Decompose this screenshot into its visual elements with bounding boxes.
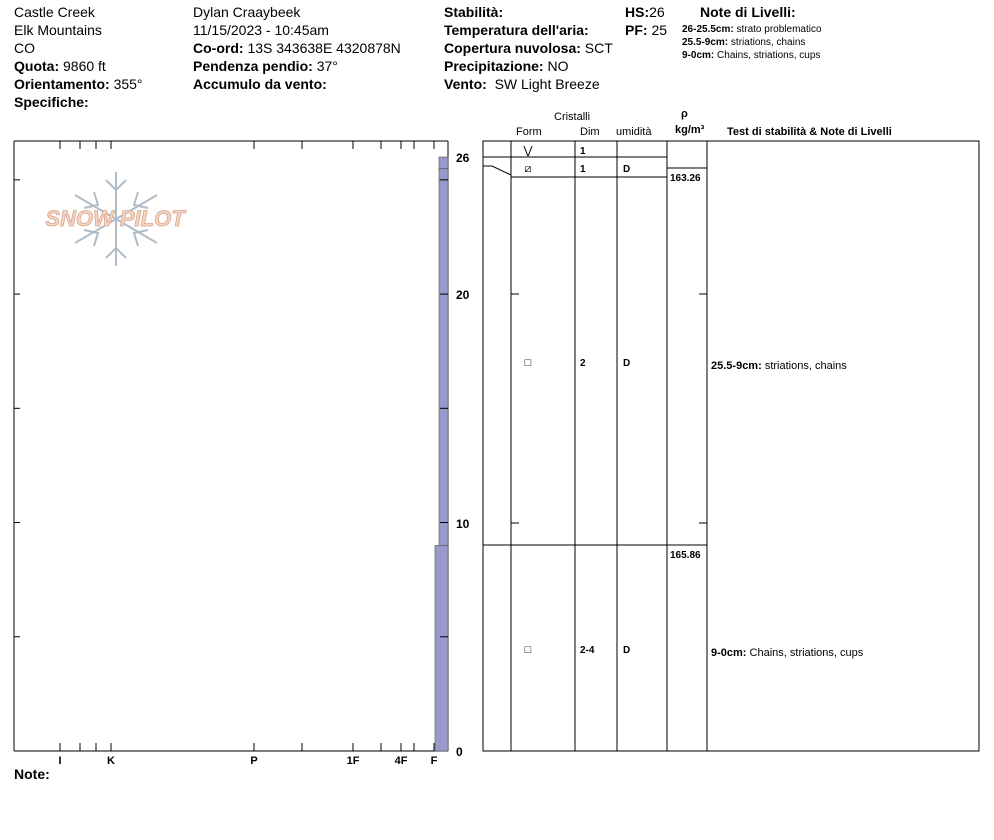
elevation-value: 9860 ft <box>63 58 106 74</box>
layer-2-form-icon: ⧄ <box>524 163 532 175</box>
snowpilot-logo <box>45 172 186 266</box>
wind-loading-label: Accumulo da vento: <box>193 76 327 92</box>
precip-value: NO <box>547 58 569 74</box>
coord-value: 13S 343638E 4320878N <box>247 40 401 56</box>
sky-label: Copertura nuvolosa: <box>444 40 581 56</box>
precip-label: Precipitazione: <box>444 58 544 74</box>
layer-3-form-icon: □ <box>524 357 532 369</box>
location-name: Castle Creek <box>14 4 95 20</box>
density-unit-header: kg/m³ <box>675 124 705 136</box>
hardness-label-4F: 4F <box>394 755 408 767</box>
crystals-header: Cristalli <box>554 111 591 123</box>
sky-value: SCT <box>584 40 613 56</box>
size-header: Dim <box>580 126 600 138</box>
notes-label: Note: <box>14 766 50 782</box>
pf-value: 25 <box>651 22 668 38</box>
density-rho-symbol: ρ <box>681 108 688 120</box>
layer-table-frame <box>483 141 979 751</box>
wind-label: Vento: <box>444 76 487 92</box>
snowpilot-logo-text: SNOW PILOT <box>45 206 185 231</box>
layer-1-form-icon: ⋁ <box>523 145 533 157</box>
form-header: Form <box>516 126 542 138</box>
depth-label-10: 10 <box>456 517 470 531</box>
air-temp-label: Temperatura dell'aria: <box>444 22 589 38</box>
depth-axis-ticks <box>14 180 448 637</box>
layer-4-size: 2-4 <box>580 645 595 656</box>
tests-notes-header: Test di stabilità & Note di Livelli <box>727 126 892 138</box>
hardness-label-K: K <box>107 755 115 767</box>
layer-note-2: 25.5-9cm: striations, chains <box>682 37 806 48</box>
layer-1-size: 1 <box>580 146 586 157</box>
layer-note-1: 26-25.5cm: strato problematico <box>682 24 822 35</box>
layer-4-moisture: D <box>623 645 631 656</box>
depth-label-26: 26 <box>456 151 470 165</box>
aspect-label: Orientamento: <box>14 76 110 92</box>
wind-value: SW Light Breeze <box>494 76 600 92</box>
aspect-value: 355° <box>113 76 143 92</box>
layer-comment-1: 25.5-9cm: striations, chains <box>711 360 847 372</box>
stability-label: Stabilità: <box>444 4 504 20</box>
slope-label: Pendenza pendio: <box>193 58 313 74</box>
elevation-label: Quota: <box>14 58 60 74</box>
hardness-label-1F: 1F <box>346 755 360 767</box>
hardness-bars <box>435 157 448 751</box>
observer-name: Dylan Craaybeek <box>193 4 301 20</box>
layer-comment-2: 9-0cm: Chains, striations, cups <box>711 647 864 659</box>
hardness-bar-layer-2 <box>439 168 448 179</box>
density-value-2: 165.86 <box>670 550 701 561</box>
depth-label-20: 20 <box>456 288 470 302</box>
hardness-chart <box>14 141 448 767</box>
hardness-bar-layer-1 <box>439 157 448 168</box>
pf-label: PF: <box>625 22 648 38</box>
depth-label-0: 0 <box>456 745 463 759</box>
hardness-label-P: P <box>250 755 258 767</box>
observation-datetime: 11/15/2023 - 10:45am <box>193 22 329 38</box>
specifics-label: Specifiche: <box>14 94 89 110</box>
layer-notes-title: Note di Livelli: <box>700 4 796 20</box>
mountain-range: Elk Mountains <box>14 22 102 38</box>
density-value-1: 163.26 <box>670 173 701 184</box>
layer-2-moisture: D <box>623 164 631 175</box>
moisture-header: umidità <box>616 126 652 138</box>
hardness-bar-layer-4 <box>435 545 448 751</box>
layer-3-moisture: D <box>623 358 631 369</box>
hs-label: HS: <box>625 4 650 20</box>
layer-4-form-icon: □ <box>524 644 532 656</box>
layer-3-size: 2 <box>580 358 586 369</box>
hs-value: 26 <box>649 4 665 20</box>
hardness-label-F: F <box>430 755 438 767</box>
coord-label: Co-ord: <box>193 40 244 56</box>
layer-2-size: 1 <box>580 164 586 175</box>
layer-table <box>483 141 979 751</box>
hardness-bar-layer-3 <box>439 180 448 546</box>
layer-note-3: 9-0cm: Chains, striations, cups <box>682 50 821 61</box>
slope-value: 37° <box>316 58 338 74</box>
hardness-label-I: I <box>58 755 62 767</box>
state: CO <box>14 40 35 56</box>
layer-connector-line <box>483 166 511 175</box>
